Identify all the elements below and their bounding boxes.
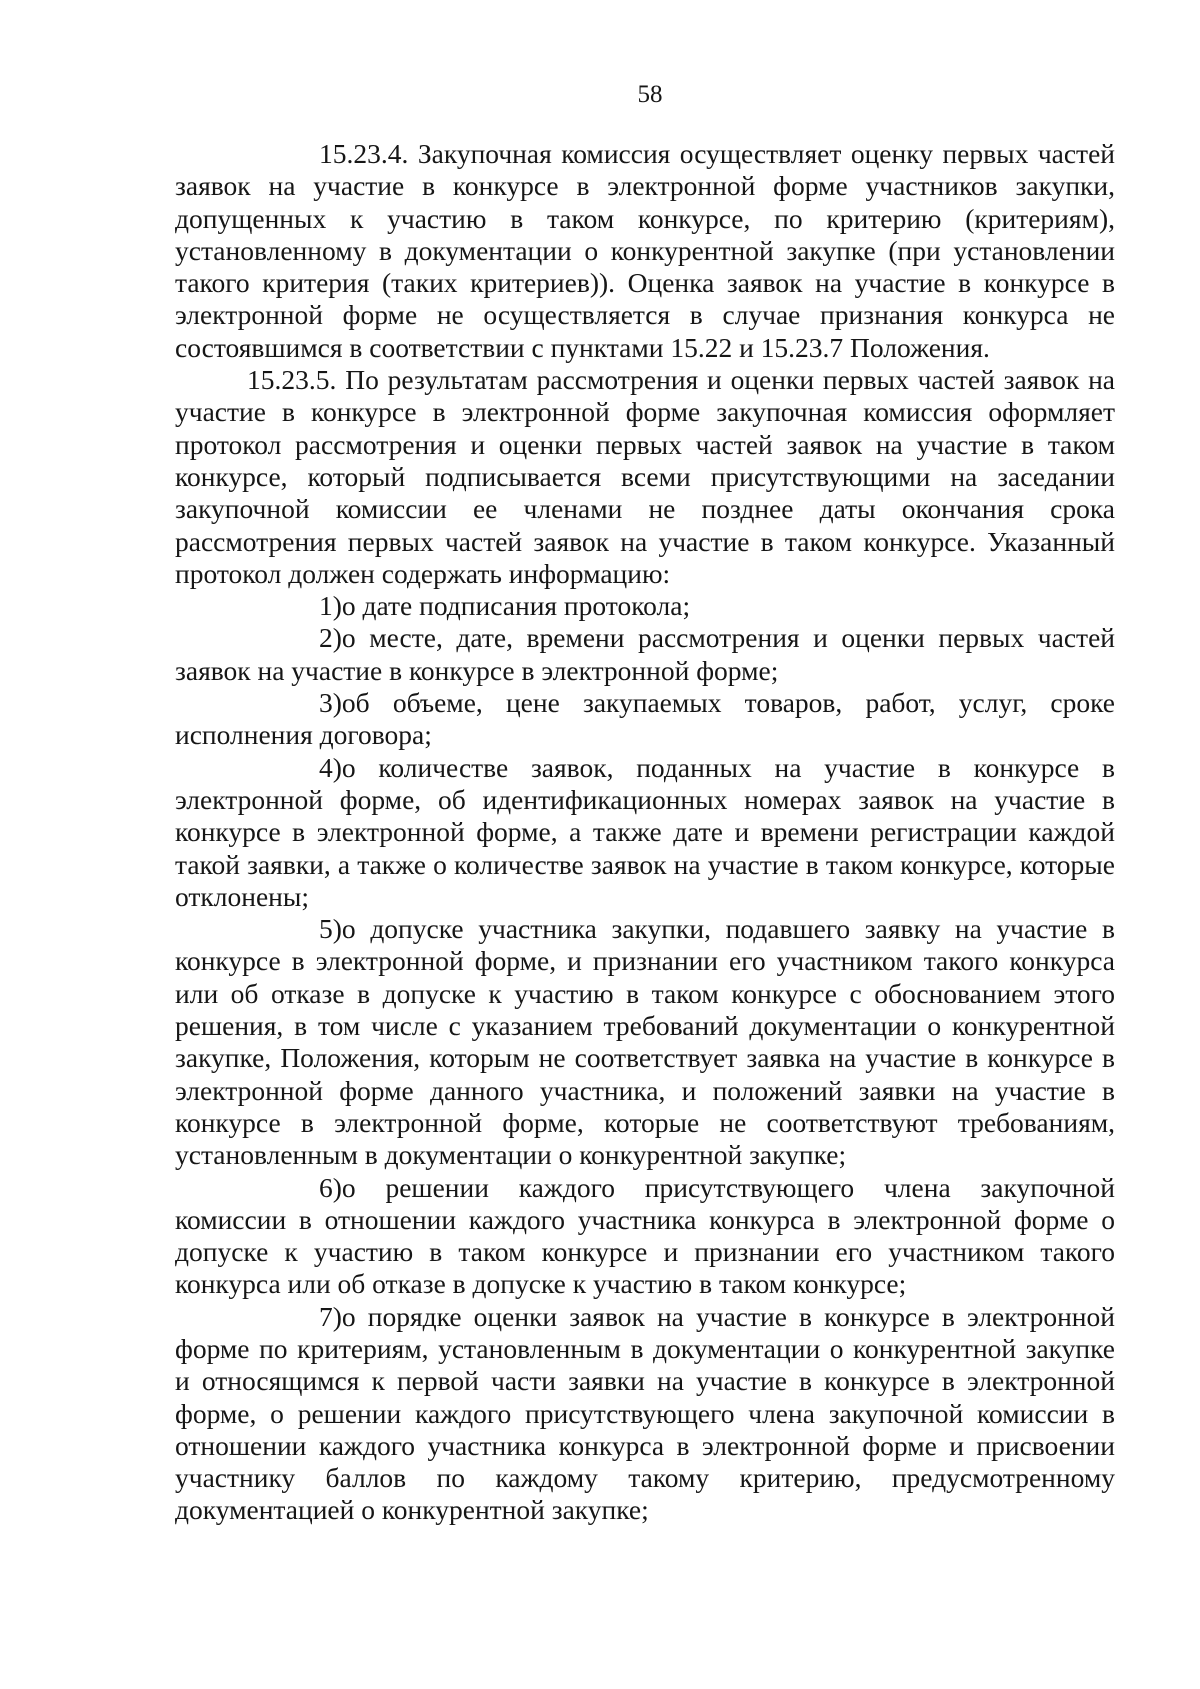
list-item-5 bbox=[175, 913, 1115, 1171]
paragraph-number: 15.23.4. bbox=[319, 138, 409, 169]
paragraph-text: Закупочная комиссия осуществляет оценку первых частей заявок на участие в конкурсе в электронной форме участников закупки, допущенных к участию в таком конкурсе, по критерию (критериям), установленному в документации о конкурентной закупке (при установлении такого критерия (таких критериев)). Оценка заявок на участие в конкурсе в электронной форме не осуществляется в случае признания конкурса не состоявшимся в соответствии с пунктами 15.22 и 15.23.7 Положения. bbox=[175, 138, 1115, 363]
list-item-number: 5) bbox=[319, 913, 342, 945]
page-number: 58 bbox=[637, 81, 663, 108]
list-item-1 bbox=[175, 590, 1115, 622]
list-item-text: о месте, дате, времени рассмотрения и оценки первых частей заявок на участие в конкурсе в электронной форме; bbox=[175, 622, 1115, 686]
document-body bbox=[175, 138, 1115, 1527]
list-item-6 bbox=[175, 1172, 1115, 1301]
list-item-number: 4) bbox=[319, 751, 342, 783]
list-item-3 bbox=[175, 687, 1115, 752]
paragraph-number: 15.23.5. bbox=[247, 364, 337, 396]
list-item-text: о порядке оценки заявок на участие в конкурсе в электронной форме по критериям, установленным в документации о конкурентной закупке и относящимся к первой части заявки на участие в конкурсе в электронной форме, о решении каждого присутствующего члена закупочной комиссии в отношении каждого участника конкурса в электронной форме и присвоении участнику баллов по каждому такому критерию, предусмотренному документацией о конкурентной закупке; bbox=[175, 1300, 1115, 1526]
paragraph-text: По результатам рассмотрения и оценки первых частей заявок на участие в конкурсе в электронной форме закупочная комиссия оформляет протокол рассмотрения и оценки первых частей заявок на участие в таком конкурсе, который подписывается всеми присутствующими на заседании закупочной комиссии ее членами не позднее даты окончания срока рассмотрения первых частей заявок на участие в таком конкурсе. Указанный протокол должен содержать информацию: bbox=[175, 364, 1116, 589]
list-item-7 bbox=[175, 1301, 1115, 1527]
list-item-2 bbox=[175, 622, 1115, 687]
list-item-number: 2) bbox=[319, 622, 342, 654]
paragraph-15-23-5 bbox=[175, 364, 1115, 590]
paragraph-15-23-4 bbox=[175, 138, 1115, 364]
list-item-number: 6) bbox=[319, 1171, 342, 1203]
list-item-4 bbox=[175, 752, 1115, 913]
list-item-number: 1) bbox=[319, 590, 342, 622]
list-item-text: о количестве заявок, поданных на участие в конкурсе в электронной форме, об идентификационных номерах заявок на участие в конкурсе в электронной форме, а также дате и времени регистрации каждой такой заявки, а также о количестве заявок на участие в таком конкурсе, которые отклонены; bbox=[175, 751, 1115, 912]
list-item-number: 3) bbox=[319, 687, 342, 719]
list-item-text: о дате подписания протокола; bbox=[341, 590, 691, 622]
list-item-text: о допуске участника закупки, подавшего заявку на участие в конкурсе в электронной форме, и признании его участником такого конкурса или об отказе в допуске к участию в таком конкурсе с обоснованием этого решения, в том числе с указанием требований документации о конкурентной закупке, Положения, которым не соответствует заявка на участие в конкурсе в электронной форме данного участника, и положений заявки на участие в конкурсе в электронной форме, которые не соответствуют требованиям, установленным в документации о конкурентной закупке; bbox=[175, 913, 1115, 1171]
list-item-number: 7) bbox=[319, 1300, 342, 1332]
list-item-text: об объеме, цене закупаемых товаров, работ, услуг, сроке исполнения договора; bbox=[175, 687, 1115, 751]
list-item-text: о решении каждого присутствующего члена закупочной комиссии в отношении каждого участника конкурса в электронной форме о допуске к участию в таком конкурсе и признании его участником такого конкурса или об отказе в допуске к участию в таком конкурсе; bbox=[175, 1171, 1115, 1300]
